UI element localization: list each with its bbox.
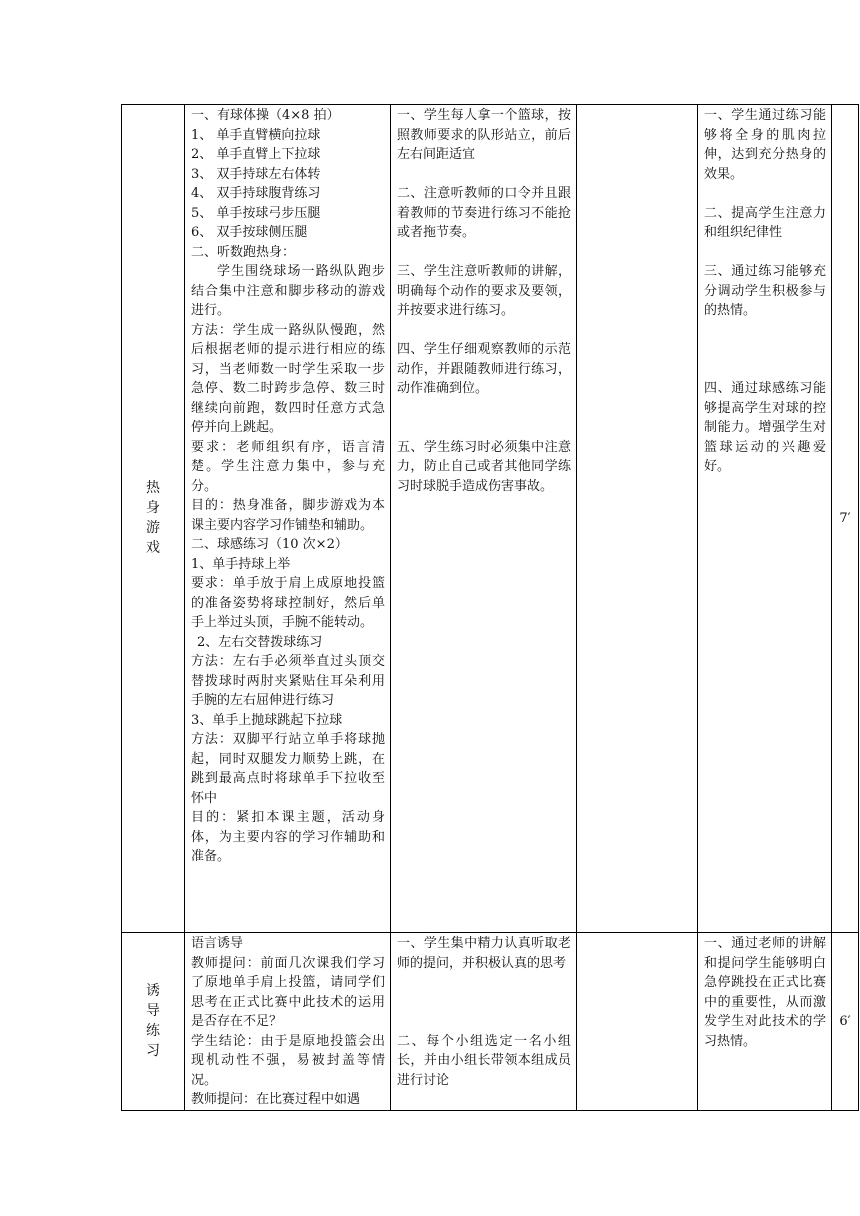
- student-activity: 一、学生集中精力认真听取老师的提问，并积极认真的思考: [397, 936, 571, 971]
- purpose-item: 一、通过老师的讲解和提问学生能够明白急停跳投在正式比赛中的重要性，从而激发学生对此技术的学习热情。: [704, 936, 826, 1049]
- content-line: 要求：老师组织有序，语言清楚。学生注意力集中，参与充分。: [191, 439, 385, 494]
- content-line: 5、 单手按球弓步压腿: [191, 205, 321, 221]
- content-line: 目的：热身准备，脚步游戏为本课主要内容学习作铺垫和辅助。: [191, 498, 385, 533]
- content-cell-guided: [185, 933, 391, 1111]
- content-cell-warmup: [185, 105, 391, 933]
- content-line: 二、球感练习（10 次×2）: [191, 537, 348, 552]
- student-activity: 三、学生注意听教师的讲解，明确每个动作的要求及要领，并按要求进行练习。: [397, 264, 571, 318]
- student-cell-guided: [391, 933, 577, 1111]
- content-line: 1、单手持球上举: [191, 556, 291, 572]
- content-line: 3、单手上抛球跳起下拉球: [191, 712, 343, 728]
- empty-cell: [577, 105, 698, 933]
- content-line: 教师提问：前面几次课我们学习了原地单手肩上投篮，请同学们思考在正式比赛中此技术的运用是否存在不足？: [191, 955, 385, 1029]
- table-row-guided: [122, 933, 859, 1111]
- purpose-cell-guided: [698, 933, 832, 1111]
- content-line: 方法：学生成一路纵队慢跑，然后根据老师的提示进行相应的练习，当老师数一时学生采取一步急停、数二时跨步急停、数三时继续向前跑，数四时任意方式急停并向上跳起。: [191, 322, 385, 435]
- content-line: 3、 双手持球左右体转: [191, 166, 321, 182]
- content-line: 6、 双手按球侧压腿: [191, 225, 308, 240]
- purpose-item: 三、通过练习能够充分调动学生积极参与的热情。: [704, 264, 826, 318]
- section-label-warmup: 热身游戏: [122, 105, 185, 933]
- content-line: 学生围绕球场一路纵队跑步结合集中注意和脚步移动的游戏进行。: [191, 264, 385, 318]
- table-row-warmup: [122, 105, 859, 933]
- content-line: 二、听数跑热身：: [191, 244, 296, 260]
- student-activity: 二、每个小组选定一名小组长，并由小组长带领本组成员进行讨论: [397, 1033, 571, 1088]
- lesson-plan-table: [121, 104, 859, 1111]
- content-line: 1、 单手直臂横向拉球: [191, 127, 321, 143]
- content-line: 目的：紧扣本课主题，活动身体，为主要内容的学习作辅助和准备。: [191, 810, 385, 864]
- student-activity: 五、学生练习时必须集中注意力，防止自己或者其他同学练习时球脱手造成伤害事故。: [397, 439, 571, 494]
- content-line: 要求：单手放于肩上成原地投篮的准备姿势将球控制好，然后单手上举过头顶，手腕不能转动。: [191, 576, 385, 630]
- purpose-cell-warmup: [698, 105, 832, 933]
- content-line: 2、 单手直臂上下拉球: [191, 147, 321, 162]
- time-cell-guided: 6′: [832, 933, 859, 1111]
- content-line: 一、有球体操（4×8 拍）: [191, 108, 340, 123]
- purpose-item: 二、提高学生注意力和组织纪律性: [704, 205, 826, 240]
- content-line: 教师提问：在比赛过程中如遇: [191, 1092, 361, 1107]
- content-line: 学生结论：由于是原地投篮会出现机动性不强，易被封盖等情况。: [191, 1033, 385, 1088]
- student-activity: 一、学生每人拿一个篮球，按照教师要求的队形站立，前后左右间距适宜: [397, 108, 571, 162]
- student-cell-warmup: [391, 105, 577, 933]
- content-line: 2、左右交替拨球练习: [197, 634, 323, 650]
- empty-cell: [577, 933, 698, 1111]
- purpose-item: 一、学生通过练习能够将全身的肌肉拉伸，达到充分热身的效果。: [704, 108, 826, 182]
- content-line: 方法：左右手必须举直过头顶交替拨球时两肘夹紧贴住耳朵利用手腕的左右屈伸进行练习: [191, 654, 385, 708]
- content-line: 方法：双脚平行站立单手将球抛起，同时双腿发力顺势上跳，在跳到最高点时将球单手下拉收至怀中: [191, 732, 385, 806]
- content-line: 语言诱导: [191, 936, 244, 951]
- section-label-guided: 诱导练习: [122, 933, 185, 1111]
- purpose-item: 四、通过球感练习能够提高学生对球的控制能力。增强学生对篮球运动的兴趣爱好。: [704, 381, 826, 474]
- content-line: 4、 双手持球腹背练习: [191, 186, 321, 201]
- student-activity: 四、学生仔细观察教师的示范动作，并跟随教师进行练习，动作准确到位。: [397, 342, 571, 396]
- time-cell-warmup: 7′: [832, 105, 859, 933]
- student-activity: 二、注意听教师的口令并且跟着教师的节奏进行练习不能抢或者拖节奏。: [397, 186, 571, 240]
